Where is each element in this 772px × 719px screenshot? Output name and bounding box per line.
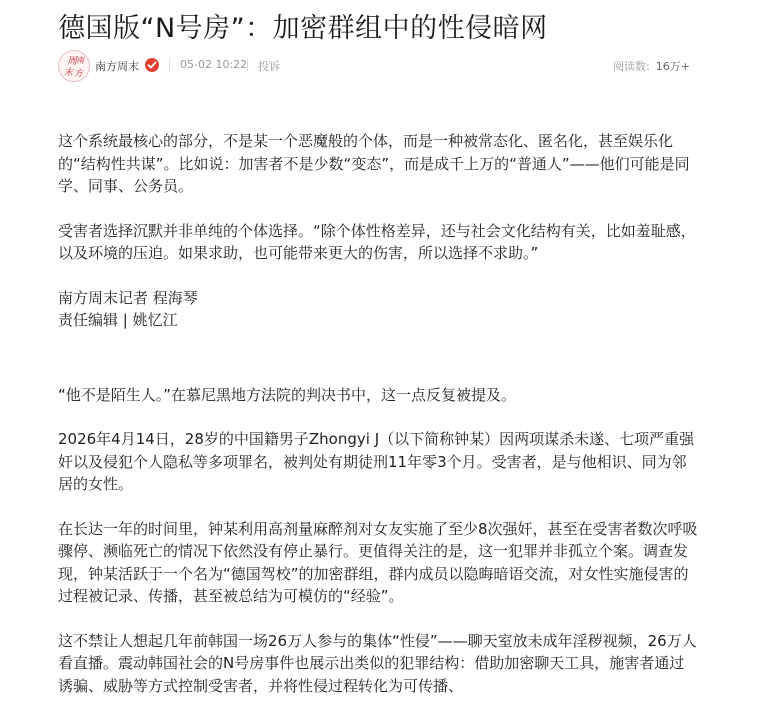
meta-divider: [247, 59, 248, 71]
read-count: [613, 58, 690, 74]
report-link[interactable]: 投诉: [258, 60, 280, 73]
read-count-label: 阅读数:: [613, 60, 650, 73]
publish-time: 05-02 10:22: [180, 58, 248, 71]
logo-char-1: 周: [67, 56, 77, 67]
reporter-credit: 南方周末记者 程海琴: [58, 288, 198, 307]
article-meta-bar: [58, 50, 690, 82]
intro-paragraph: 受害者选择沉默并非单纯的个体选择。“除个体性格差异，还与社会文化结构有关，比如羞耻感，以及环境的压迫。如果求助，也可能带来更大的伤害，所以选择不求助。”: [58, 221, 696, 262]
logo-char-3: 末: [64, 68, 74, 78]
article-body: [58, 130, 698, 719]
intro-paragraph: 这个系统最核心的部分，不是某一个恶魔般的个体，而是一种被常态化、匿名化，甚至娱乐化的“结构性共谋”。比如说：加害者不是少数“变态”，而是成千上万的“普通人”——他们可能是同学、同事、公务员。: [58, 132, 690, 195]
body-paragraph: “他不是陌生人。”在慕尼黑地方法院的判决书中，这一点反复被提及。: [58, 385, 517, 404]
southern-weekly-logo-icon[interactable]: [58, 50, 90, 82]
body-paragraph: 2026年4月14日，28岁的中国籍男子Zhongyi J（以下简称钟某）因两项谋杀未遂、七项严重强奸以及侵犯个人隐私等多项罪名，被判处有期徒刑11年零3个月。受害者，是与他相识、同为邻居的女性。: [58, 430, 695, 493]
body-paragraph: 这不禁让人想起几年前韩国一场26万人参与的集体“性侵”——聊天室放未成年淫秽视频，26万人看直播。震动韩国社会的N号房事件也展示出类似的犯罪结构：借助加密聊天工具，施害者通过诱骗、威胁等方式控制受害者，并将性侵过程转化为可传播、: [58, 631, 697, 695]
author-name[interactable]: 南方周末: [95, 60, 139, 73]
article-title: 德国版“N号房”：加密群组中的性侵暗网: [58, 13, 548, 44]
verified-check-icon: [145, 58, 159, 72]
body-paragraph: 在长达一年的时间里，钟某利用高剂量麻醉剂对女友实施了至少8次强奸，甚至在受害者数次呼吸骤停、濒临死亡的情况下依然没有停止暴行。更值得关注的是，这一犯罪并非孤立个案。调查发现，钟某活跃于一个名为“德国驾校”的加密群组，群内成员以隐晦暗语交流，对女性实施侵害的过程被记录、传播，甚至被总结为可模仿的“经验”。: [58, 519, 698, 605]
editor-credit: 责任编辑 | 姚忆江: [58, 311, 178, 329]
logo-char-2: 南: [76, 56, 84, 65]
logo-char-4: 方: [74, 69, 84, 79]
meta-divider: [169, 59, 170, 71]
read-count-value: 16万+: [655, 60, 690, 73]
